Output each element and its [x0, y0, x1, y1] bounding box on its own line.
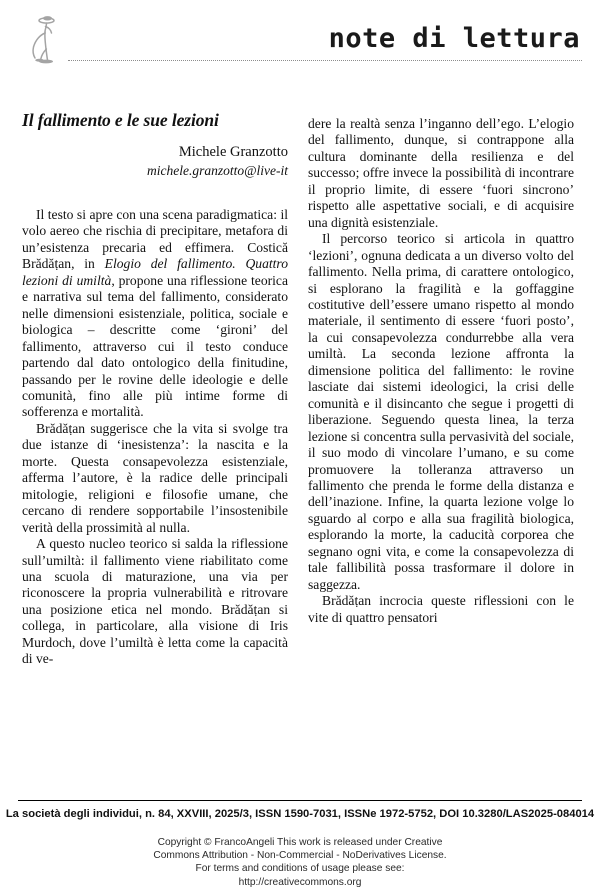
license-line[interactable]: http://creativecommons.org	[238, 876, 362, 888]
section-title: note di lettura	[323, 22, 582, 58]
license-notice	[0, 836, 600, 889]
license-line: Commons Attribution - Non-Commercial - NoDerivatives License.	[153, 850, 447, 862]
author-email: michele.granzotto@live-it	[146, 163, 288, 178]
page-title: Il fallimento e le sue lezioni	[22, 110, 219, 130]
body-paragraph	[22, 421, 288, 536]
walking-figure-icon	[26, 14, 66, 66]
footer-divider	[18, 800, 582, 801]
body-text: dere la realtà senza l’inganno dell’ego. L’elogio del fallimento, dunque, si contrappone alla cultura dominante della resilienza e del successo; offre invece la possibilità di incontrare il proprio limite, di essere ‘fuori sincrono’ rispetto alle aspettative sociali, e di acquisire una dignità esistenziale.	[308, 116, 574, 230]
body-paragraph	[308, 116, 574, 231]
article-header	[22, 110, 288, 179]
masthead-divider	[68, 60, 582, 61]
body-column-right	[308, 116, 574, 626]
body-column-left	[22, 207, 288, 668]
license-line: For terms and conditions of usage please see:	[195, 863, 405, 875]
body-text: Il testo si apre con una scena paradigmatica: il volo aereo che rischia di precipitare, metafora di un’esistenza precaria ed effimera. Costică Brădăṭan, in	[22, 207, 288, 272]
body-paragraph	[22, 207, 288, 421]
body-paragraph	[308, 593, 574, 626]
body-text: Brădăṭan suggerisce che la vita si svolge tra due istanze di ‘inesistenza’: la nascita e la morte. Questa consapevolezza esistenziale, afferma l’autore, è la radice delle principali mitologie, religioni e filosofie umane, che cercano di rendere sopportabile l’insostenibile verità della prossimità al nulla.	[22, 420, 288, 535]
body-text: A questo nucleo teorico si salda la riflessione sull’umiltà: il fallimento viene riabilitato come una scuola di maturazione, una via per riconoscere la propria vulnerabilità e ritrovare una posizione etica nel mondo. Brădăṭan si collega, in particolare, alla visione di Iris Murdoch, dove l’umiltà è letta come la capacità di ve-	[22, 536, 288, 667]
body-text: , propone una riflessione teorica e narrativa sul tema del fallimento, considerato nelle dimensioni esistenziale, politica, sociale e biologica – descritte come ‘gironi’ del fallimento, attraverso cui il testo conduce partendo dal dato ontologico della finitudine, passando per le rovine delle ideologie e delle comunità, fino alle più intime forme di sofferenza e mortalità.	[22, 272, 288, 420]
body-text: Brădăṭan incrocia queste riflessioni con le vite di quattro pensatori	[308, 593, 574, 625]
body-text: Il percorso teorico si articola in quattro ‘lezioni’, ognuna dedicata a un diverso volto del fallimento. Nella prima, di carattere ontologico, si esplorano la fragilità e la goffaggine costitutive dell’essere umano rispetto al mondo materiale, il sentimento di essere ‘fuori posto’, la cui consapevolezza condurrebbe alla vera umiltà. La seconda lezione affronta la dimensione politica del fallimento: le rovine lasciate dai sistemi ideologici, la crisi delle comunità e il disincanto che segue i progetti di liberazione. Seguendo questa linea, la terza lezione si concentra sulla pervasività del sociale, il suo modo di vincolare l’umano, e su come promuovere la tolleranza attraverso un fallimento che prenda le forme della distanza e dell’inazione. Infine, la quarta lezione volge lo sguardo al corpo e alla sua fragilità biologica, esplorando la morte, la caducità corporea che segnano ogni vita, e come la consapevolezza di tale fallibilità possa trasformare il dolore in saggezza.	[308, 231, 574, 592]
book-title-italic: Elogio del fallimento. Quattro lezioni di umiltà	[22, 256, 288, 288]
body-paragraph	[22, 536, 288, 668]
journal-citation: La società degli individui, n. 84, XXVIII, 2025/3, ISSN 1590-7031, ISSNe 1972-5752, DOI 10.3280/LAS2025-084014	[5, 808, 595, 820]
author-name: Michele Granzotto	[178, 144, 288, 160]
body-paragraph	[308, 231, 574, 593]
license-line: Copyright © FrancoAngeli This work is released under Creative	[157, 837, 443, 848]
masthead	[18, 14, 584, 72]
